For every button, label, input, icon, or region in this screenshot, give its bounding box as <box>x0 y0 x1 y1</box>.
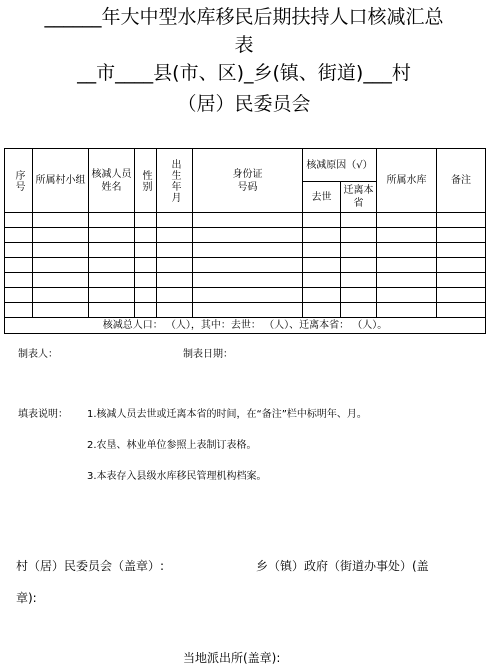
notes-label: 填表说明： <box>18 409 68 420</box>
table-cell[interactable] <box>135 288 157 303</box>
table-cell[interactable] <box>377 213 437 228</box>
table-cell[interactable] <box>377 273 437 288</box>
table-cell[interactable] <box>157 303 193 318</box>
header-group: 所属村小组 <box>33 149 89 213</box>
table-cell[interactable] <box>341 303 377 318</box>
table-cell[interactable] <box>33 303 89 318</box>
header-remark: 备注 <box>437 149 486 213</box>
table-cell[interactable] <box>341 258 377 273</box>
header-birth: 出生年月 <box>157 149 193 213</box>
table-row <box>5 273 486 288</box>
table-cell[interactable] <box>89 228 135 243</box>
header-seq: 序号 <box>5 149 33 213</box>
note-1: 1.核减人员去世或迁离本省的时间，在“备注”栏中标明年、月。 <box>87 409 367 420</box>
table-cell[interactable] <box>157 258 193 273</box>
table-cell[interactable] <box>33 243 89 258</box>
header-reason-moved: 迁离本省 <box>341 182 377 213</box>
table-cell[interactable] <box>33 258 89 273</box>
header-name: 核减人员姓名 <box>89 149 135 213</box>
table-row <box>5 213 486 228</box>
table-cell[interactable] <box>135 303 157 318</box>
table-cell[interactable] <box>377 258 437 273</box>
table-cell[interactable] <box>437 273 486 288</box>
table-row <box>5 303 486 318</box>
form-title-line3: （居）民委员会 <box>177 93 311 115</box>
header-reservoir: 所属水库 <box>377 149 437 213</box>
table-cell[interactable] <box>303 213 341 228</box>
table-cell[interactable] <box>157 228 193 243</box>
table-cell[interactable] <box>89 258 135 273</box>
table-cell[interactable] <box>193 258 303 273</box>
table-row <box>5 228 486 243</box>
table-cell[interactable] <box>303 258 341 273</box>
table-cell[interactable] <box>437 228 486 243</box>
table-cell[interactable] <box>89 243 135 258</box>
table-cell[interactable] <box>5 258 33 273</box>
table-cell[interactable] <box>303 303 341 318</box>
table-cell[interactable] <box>5 303 33 318</box>
table-cell[interactable] <box>89 273 135 288</box>
town-seal-label-tail: 章): <box>16 591 37 605</box>
table-cell[interactable] <box>193 243 303 258</box>
date-label: 制表日期： <box>183 349 233 360</box>
table-cell[interactable] <box>135 258 157 273</box>
table-cell[interactable] <box>303 243 341 258</box>
table-row <box>5 288 486 303</box>
table-cell[interactable] <box>135 273 157 288</box>
table-cell[interactable] <box>437 288 486 303</box>
table-cell[interactable] <box>193 273 303 288</box>
village-seal-label: 村（居）民委员会（盖章）: <box>16 559 165 573</box>
table-row <box>5 243 486 258</box>
form-title-line1: ______年大中型水库移民后期扶持人口核减汇总 <box>44 6 444 28</box>
table-cell[interactable] <box>135 213 157 228</box>
table-cell[interactable] <box>193 288 303 303</box>
table-cell[interactable] <box>193 228 303 243</box>
header-id-number <box>193 149 303 213</box>
table-cell[interactable] <box>5 228 33 243</box>
table-cell[interactable] <box>341 213 377 228</box>
table-cell[interactable] <box>89 213 135 228</box>
header-id-bottom: 号码 <box>237 181 258 193</box>
header-gender: 性别 <box>135 149 157 213</box>
table-cell[interactable] <box>33 273 89 288</box>
table-cell[interactable] <box>303 273 341 288</box>
header-reason-dead: 去世 <box>303 182 341 213</box>
table-cell[interactable] <box>5 243 33 258</box>
table-cell[interactable] <box>437 258 486 273</box>
table-cell[interactable] <box>437 213 486 228</box>
table-cell[interactable] <box>89 303 135 318</box>
table-cell[interactable] <box>377 288 437 303</box>
note-2: 2.农垦、林业单位参照上表制订表格。 <box>87 440 257 451</box>
table-cell[interactable] <box>5 213 33 228</box>
table-cell[interactable] <box>33 213 89 228</box>
table-row <box>5 258 486 273</box>
table-cell[interactable] <box>377 228 437 243</box>
table-cell[interactable] <box>33 288 89 303</box>
town-seal-label: 乡（镇）政府（街道办事处）(盖 <box>256 559 429 573</box>
form-title-line1-tail: 表 <box>234 34 254 56</box>
note-3: 3.本表存入县级水库移民管理机构档案。 <box>87 471 267 482</box>
table-cell[interactable] <box>341 288 377 303</box>
table-cell[interactable] <box>341 243 377 258</box>
table-cell[interactable] <box>341 228 377 243</box>
header-id-top: 身份证 <box>232 168 263 180</box>
summary-total: 核减总人口： （人），其中：去世： （人）、迁离本省： （人）。 <box>5 318 486 334</box>
table-cell[interactable] <box>193 213 303 228</box>
table-cell[interactable] <box>135 228 157 243</box>
reduction-summary-table <box>4 148 486 334</box>
table-cell[interactable] <box>157 288 193 303</box>
form-title-line2: __市____县(市、区)_乡(镇、街道)___村 <box>77 62 411 84</box>
table-cell[interactable] <box>377 243 437 258</box>
table-cell[interactable] <box>377 303 437 318</box>
table-cell[interactable] <box>5 288 33 303</box>
table-cell[interactable] <box>157 243 193 258</box>
table-cell[interactable] <box>89 288 135 303</box>
table-cell[interactable] <box>135 243 157 258</box>
table-cell[interactable] <box>157 213 193 228</box>
preparer-label: 制表人： <box>18 349 58 360</box>
table-cell[interactable] <box>341 273 377 288</box>
header-reason: 核减原因（√） <box>303 149 377 182</box>
table-cell[interactable] <box>157 273 193 288</box>
table-cell[interactable] <box>303 288 341 303</box>
table-cell[interactable] <box>303 228 341 243</box>
table-cell[interactable] <box>437 303 486 318</box>
table-cell[interactable] <box>437 243 486 258</box>
table-cell[interactable] <box>193 303 303 318</box>
table-cell[interactable] <box>5 273 33 288</box>
police-seal-label: 当地派出所(盖章): <box>183 651 281 665</box>
table-cell[interactable] <box>33 228 89 243</box>
